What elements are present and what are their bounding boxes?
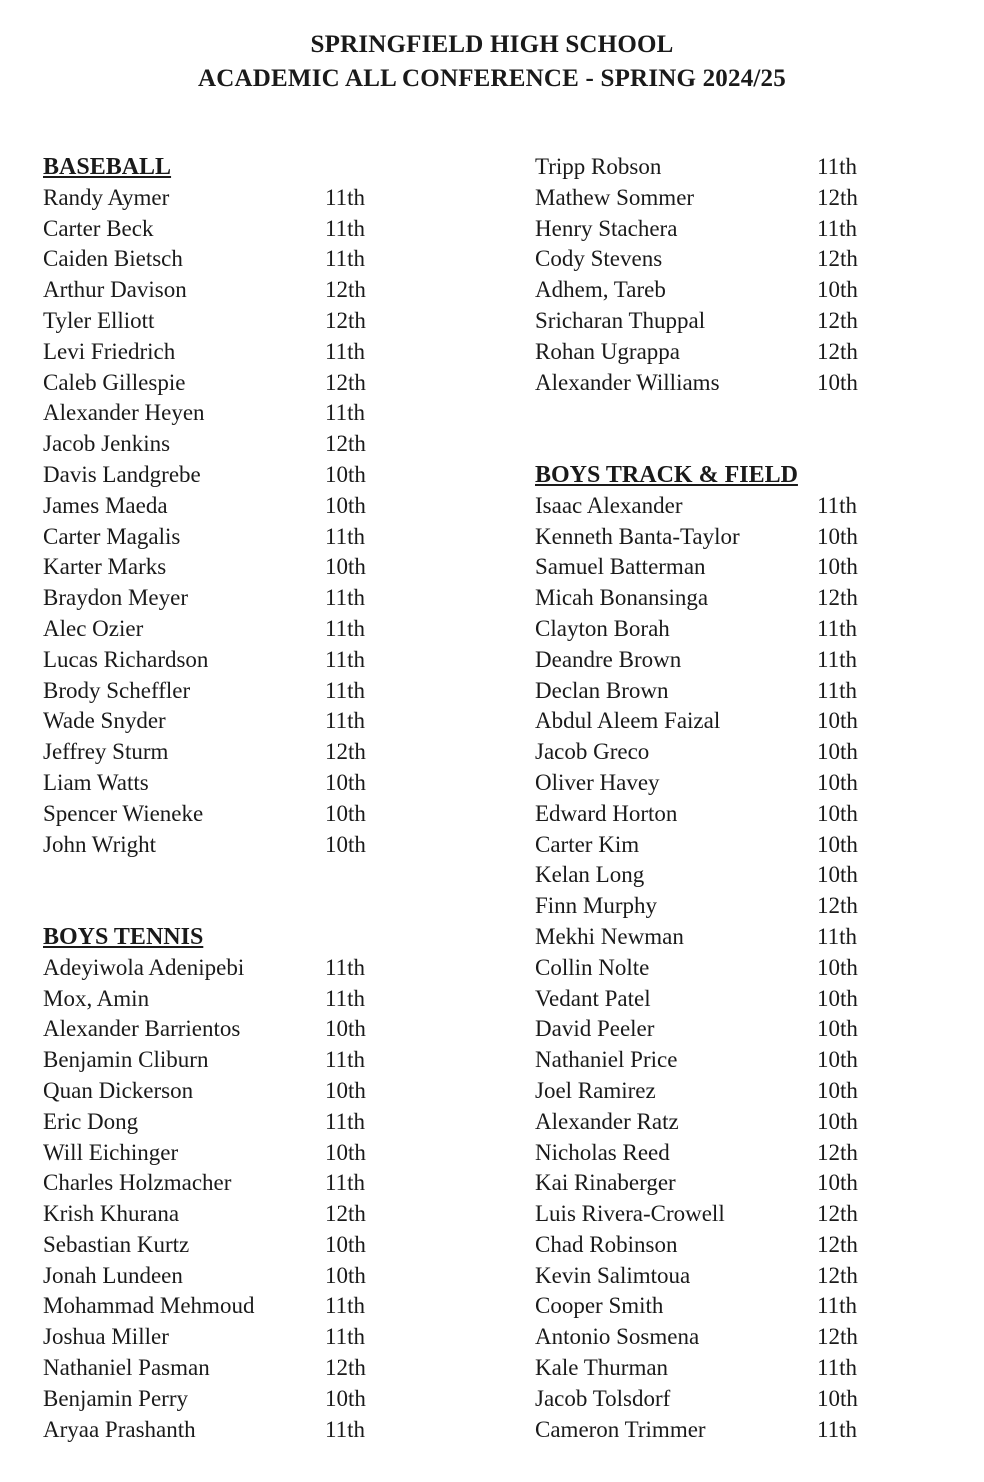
- student-row: [43, 953, 443, 984]
- student-grade: 11th: [325, 1416, 366, 1442]
- student-row: [535, 214, 935, 245]
- student-row: [535, 1291, 935, 1322]
- student-grade: 12th: [817, 184, 858, 210]
- student-name: Carter Magalis: [43, 523, 181, 549]
- student-name: Sebastian Kurtz: [43, 1231, 190, 1257]
- student-grade: 10th: [817, 769, 858, 795]
- student-grade: 11th: [817, 923, 858, 949]
- student-grade: 12th: [817, 338, 858, 364]
- student-grade: 11th: [325, 400, 366, 426]
- student-row: [535, 860, 935, 891]
- student-row: [535, 1261, 935, 1292]
- student-row: [535, 1415, 935, 1446]
- student-grade: 12th: [817, 307, 858, 333]
- student-row: [535, 799, 935, 830]
- student-grade: 10th: [817, 1016, 858, 1042]
- student-row: [43, 1384, 443, 1415]
- student-grade: 12th: [817, 1324, 858, 1350]
- student-grade: 11th: [817, 154, 858, 179]
- student-name: Jacob Jenkins: [43, 431, 171, 457]
- student-name: Jacob Tolsdorf: [535, 1385, 671, 1411]
- student-name: Henry Stachera: [535, 215, 678, 241]
- student-grade: 10th: [817, 954, 858, 980]
- student-name: Declan Brown: [535, 677, 669, 703]
- student-name: Kenneth Banta-Taylor: [535, 523, 740, 549]
- student-name: Adhem, Tareb: [535, 277, 666, 303]
- student-grade: 10th: [817, 369, 858, 395]
- student-name: Joel Ramirez: [535, 1077, 656, 1103]
- student-row: [535, 368, 935, 399]
- student-row: [535, 1353, 935, 1384]
- document-header: [0, 28, 984, 96]
- student-name: Chad Robinson: [535, 1231, 678, 1257]
- student-row: [535, 891, 935, 922]
- student-row: [43, 368, 443, 399]
- student-name: Nathaniel Pasman: [43, 1355, 210, 1381]
- student-row: [535, 614, 935, 645]
- student-grade: 11th: [325, 677, 366, 703]
- student-grade: 12th: [817, 1231, 858, 1257]
- student-grade: 12th: [325, 431, 366, 457]
- student-grade: 10th: [325, 1231, 366, 1257]
- student-grade: 11th: [325, 246, 366, 272]
- student-row: [535, 922, 935, 953]
- student-grade: 11th: [325, 1293, 366, 1319]
- student-name: Collin Nolte: [535, 954, 650, 980]
- student-name: Karter Marks: [43, 554, 167, 580]
- student-row: [43, 799, 443, 830]
- student-row: [43, 984, 443, 1015]
- student-grade: 11th: [325, 1047, 366, 1073]
- student-row: [535, 1076, 935, 1107]
- student-name: Tripp Robson: [535, 154, 662, 179]
- student-name: Benjamin Perry: [43, 1385, 188, 1411]
- student-name: David Peeler: [535, 1016, 655, 1042]
- student-grade: 10th: [817, 1385, 858, 1411]
- student-row: [535, 583, 935, 614]
- student-row: [43, 1291, 443, 1322]
- student-name: Will Eichinger: [43, 1139, 179, 1165]
- student-name: Davis Landgrebe: [43, 461, 201, 487]
- student-row: [43, 275, 443, 306]
- student-name: Nathaniel Price: [535, 1047, 678, 1073]
- student-name: Tyler Elliott: [43, 307, 155, 333]
- student-name: Alec Ozier: [43, 615, 144, 641]
- student-name: Liam Watts: [43, 769, 149, 795]
- student-row: [535, 244, 935, 275]
- student-row: [43, 460, 443, 491]
- section-title-baseball: BASEBALL: [43, 154, 172, 180]
- student-grade: 10th: [817, 739, 858, 765]
- student-row: [43, 1014, 443, 1045]
- student-name: Joshua Miller: [43, 1324, 169, 1350]
- student-grade: 10th: [817, 554, 858, 580]
- student-name: Caiden Bietsch: [43, 246, 183, 272]
- student-name: Nicholas Reed: [535, 1139, 670, 1165]
- student-name: Alexander Ratz: [535, 1108, 679, 1134]
- student-row: [535, 552, 935, 583]
- student-grade: 10th: [817, 985, 858, 1011]
- student-row: [535, 522, 935, 553]
- student-row: [535, 737, 935, 768]
- student-grade: 12th: [817, 585, 858, 611]
- student-name: Cameron Trimmer: [535, 1416, 706, 1442]
- student-name: Jonah Lundeen: [43, 1262, 183, 1288]
- student-grade: 11th: [325, 1170, 366, 1196]
- student-row: [43, 768, 443, 799]
- student-grade: 11th: [325, 184, 366, 210]
- student-row: [535, 1384, 935, 1415]
- student-row: [43, 552, 443, 583]
- student-grade: 11th: [817, 1355, 858, 1381]
- student-grade: 12th: [325, 307, 366, 333]
- student-row: [535, 275, 935, 306]
- student-name: Clayton Borah: [535, 615, 670, 641]
- student-name: Braydon Meyer: [43, 585, 188, 611]
- student-grade: 10th: [817, 708, 858, 734]
- student-grade: 12th: [817, 893, 858, 919]
- student-row: [535, 491, 935, 522]
- student-name: Micah Bonansinga: [535, 585, 709, 611]
- section-spacer: [43, 860, 443, 922]
- student-grade: 11th: [325, 585, 366, 611]
- student-name: Kale Thurman: [535, 1355, 669, 1381]
- student-row: [43, 1168, 443, 1199]
- student-name: Cody Stevens: [535, 246, 663, 272]
- student-row: [43, 429, 443, 460]
- student-row: [43, 491, 443, 522]
- student-row: [535, 706, 935, 737]
- student-row: [535, 1107, 935, 1138]
- student-row: [43, 645, 443, 676]
- student-row: [43, 306, 443, 337]
- student-row: [43, 1322, 443, 1353]
- student-name: Mathew Sommer: [535, 184, 695, 210]
- student-grade: 11th: [817, 215, 858, 241]
- student-grade: 10th: [817, 1108, 858, 1134]
- student-name: Wade Snyder: [43, 708, 166, 734]
- student-row: [43, 522, 443, 553]
- student-name: Kevin Salimtoua: [535, 1262, 691, 1288]
- student-grade: 10th: [325, 461, 366, 487]
- student-name: James Maeda: [43, 492, 168, 518]
- student-grade: 11th: [325, 954, 366, 980]
- student-name: Luis Rivera-Crowell: [535, 1201, 725, 1227]
- student-row: [535, 645, 935, 676]
- student-name: Finn Murphy: [535, 893, 658, 919]
- student-list-baseball-continued: [535, 152, 935, 398]
- student-row: [43, 244, 443, 275]
- student-row: [43, 1415, 443, 1446]
- student-grade: 10th: [325, 492, 366, 518]
- student-name: Aryaa Prashanth: [43, 1416, 196, 1442]
- student-grade: 11th: [325, 523, 366, 549]
- student-row: [535, 306, 935, 337]
- student-row: [43, 830, 443, 861]
- student-row: [535, 1014, 935, 1045]
- student-grade: 10th: [817, 1047, 858, 1073]
- student-row: [535, 1322, 935, 1353]
- student-grade: 11th: [817, 492, 858, 518]
- student-name: John Wright: [43, 831, 157, 857]
- student-name: Carter Kim: [535, 831, 640, 857]
- student-grade: 12th: [325, 277, 366, 303]
- student-grade: 10th: [325, 1139, 366, 1165]
- student-name: Vedant Patel: [535, 985, 651, 1011]
- student-name: Mox, Amin: [43, 985, 150, 1011]
- student-list-boys-track-field: [535, 491, 935, 1446]
- student-name: Lucas Richardson: [43, 646, 209, 672]
- student-row: [43, 398, 443, 429]
- student-grade: 10th: [817, 523, 858, 549]
- student-name: Quan Dickerson: [43, 1077, 194, 1103]
- student-row: [43, 337, 443, 368]
- student-name: Mohammad Mehmoud: [43, 1293, 255, 1319]
- student-name: Deandre Brown: [535, 646, 682, 672]
- student-name: Carter Beck: [43, 215, 154, 241]
- student-row: [43, 1261, 443, 1292]
- student-row: [43, 1138, 443, 1169]
- student-row: [43, 1353, 443, 1384]
- student-name: Isaac Alexander: [535, 492, 683, 518]
- student-grade: 10th: [817, 831, 858, 857]
- student-row: [43, 1230, 443, 1261]
- student-name: Arthur Davison: [43, 277, 187, 303]
- student-grade: 11th: [817, 677, 858, 703]
- student-name: Jacob Greco: [535, 739, 650, 765]
- left-column: [43, 152, 443, 1445]
- student-grade: 10th: [325, 1262, 366, 1288]
- student-row: [535, 953, 935, 984]
- student-row: [535, 183, 935, 214]
- student-list-boys-tennis: [43, 953, 443, 1446]
- student-row: [535, 1168, 935, 1199]
- right-column: [535, 152, 935, 1445]
- student-name: Oliver Havey: [535, 769, 660, 795]
- student-row: [43, 214, 443, 245]
- student-row: [535, 1138, 935, 1169]
- student-row: [535, 984, 935, 1015]
- student-name: Mekhi Newman: [535, 923, 684, 949]
- student-row: [43, 1076, 443, 1107]
- student-grade: 11th: [325, 338, 366, 364]
- student-name: Sricharan Thuppal: [535, 307, 706, 333]
- student-row: [43, 583, 443, 614]
- student-name: Antonio Sosmena: [535, 1324, 700, 1350]
- student-name: Adeyiwola Adenipebi: [43, 954, 245, 980]
- school-name: SPRINGFIELD HIGH SCHOOL: [310, 31, 674, 58]
- student-grade: 11th: [325, 1108, 366, 1134]
- section-title-boys-track-field: BOYS TRACK & FIELD: [535, 461, 798, 488]
- student-row: [535, 768, 935, 799]
- student-row: [535, 1199, 935, 1230]
- student-grade: 10th: [325, 831, 366, 857]
- student-list-baseball: [43, 183, 443, 861]
- student-row: [535, 676, 935, 707]
- student-grade: 10th: [325, 1385, 366, 1411]
- student-row: [43, 614, 443, 645]
- student-row: [535, 1230, 935, 1261]
- student-grade: 11th: [325, 708, 366, 734]
- student-grade: 11th: [817, 1293, 858, 1319]
- student-name: Alexander Heyen: [43, 400, 205, 426]
- student-grade: 10th: [817, 862, 858, 888]
- student-name: Levi Friedrich: [43, 338, 176, 364]
- student-grade: 12th: [817, 1262, 858, 1288]
- student-grade: 11th: [817, 646, 858, 672]
- student-row: [535, 1045, 935, 1076]
- student-row: [43, 1045, 443, 1076]
- student-row: [43, 1199, 443, 1230]
- student-name: Rohan Ugrappa: [535, 338, 680, 364]
- student-row: [43, 1107, 443, 1138]
- student-name: Alexander Barrientos: [43, 1016, 241, 1042]
- section-title-boys-tennis: BOYS TENNIS: [43, 923, 204, 950]
- student-name: Charles Holzmacher: [43, 1170, 232, 1196]
- student-name: Brody Scheffler: [43, 677, 191, 703]
- student-name: Kai Rinaberger: [535, 1170, 676, 1196]
- student-grade: 12th: [817, 246, 858, 272]
- student-name: Eric Dong: [43, 1108, 139, 1134]
- student-grade: 12th: [817, 1201, 858, 1227]
- student-grade: 12th: [325, 369, 366, 395]
- section-spacer: [535, 398, 935, 460]
- student-row: [43, 737, 443, 768]
- student-grade: 11th: [817, 615, 858, 641]
- student-name: Edward Horton: [535, 800, 678, 826]
- student-name: Kelan Long: [535, 862, 645, 888]
- student-grade: 12th: [325, 1355, 366, 1381]
- student-grade: 12th: [325, 739, 366, 765]
- student-grade: 12th: [817, 1139, 858, 1165]
- student-grade: 10th: [817, 277, 858, 303]
- student-row: [43, 183, 443, 214]
- student-row: [43, 706, 443, 737]
- student-row: [43, 676, 443, 707]
- student-name: Cooper Smith: [535, 1293, 664, 1319]
- student-grade: 10th: [817, 1077, 858, 1103]
- student-grade: 10th: [817, 1170, 858, 1196]
- student-name: Jeffrey Sturm: [43, 739, 169, 765]
- student-name: Randy Aymer: [43, 184, 170, 210]
- student-grade: 11th: [325, 646, 366, 672]
- document-title: ACADEMIC ALL CONFERENCE - SPRING 2024/25: [198, 65, 786, 92]
- student-grade: 10th: [817, 800, 858, 826]
- student-grade: 11th: [325, 215, 366, 241]
- student-grade: 10th: [325, 800, 366, 826]
- student-grade: 11th: [817, 1416, 858, 1442]
- student-grade: 10th: [325, 1016, 366, 1042]
- student-grade: 10th: [325, 1077, 366, 1103]
- student-grade: 10th: [325, 769, 366, 795]
- student-name: Spencer Wieneke: [43, 800, 204, 826]
- student-name: Caleb Gillespie: [43, 369, 186, 395]
- student-name: Abdul Aleem Faizal: [535, 708, 721, 734]
- student-grade: 11th: [325, 615, 366, 641]
- student-row: [535, 830, 935, 861]
- student-name: Alexander Williams: [535, 369, 720, 395]
- student-grade: 11th: [325, 985, 366, 1011]
- student-name: Samuel Batterman: [535, 554, 706, 580]
- student-grade: 11th: [325, 1324, 366, 1350]
- student-row: [535, 152, 935, 183]
- student-grade: 12th: [325, 1201, 366, 1227]
- student-name: Benjamin Cliburn: [43, 1047, 209, 1073]
- student-grade: 10th: [325, 554, 366, 580]
- student-row: [535, 337, 935, 368]
- student-name: Krish Khurana: [43, 1201, 180, 1227]
